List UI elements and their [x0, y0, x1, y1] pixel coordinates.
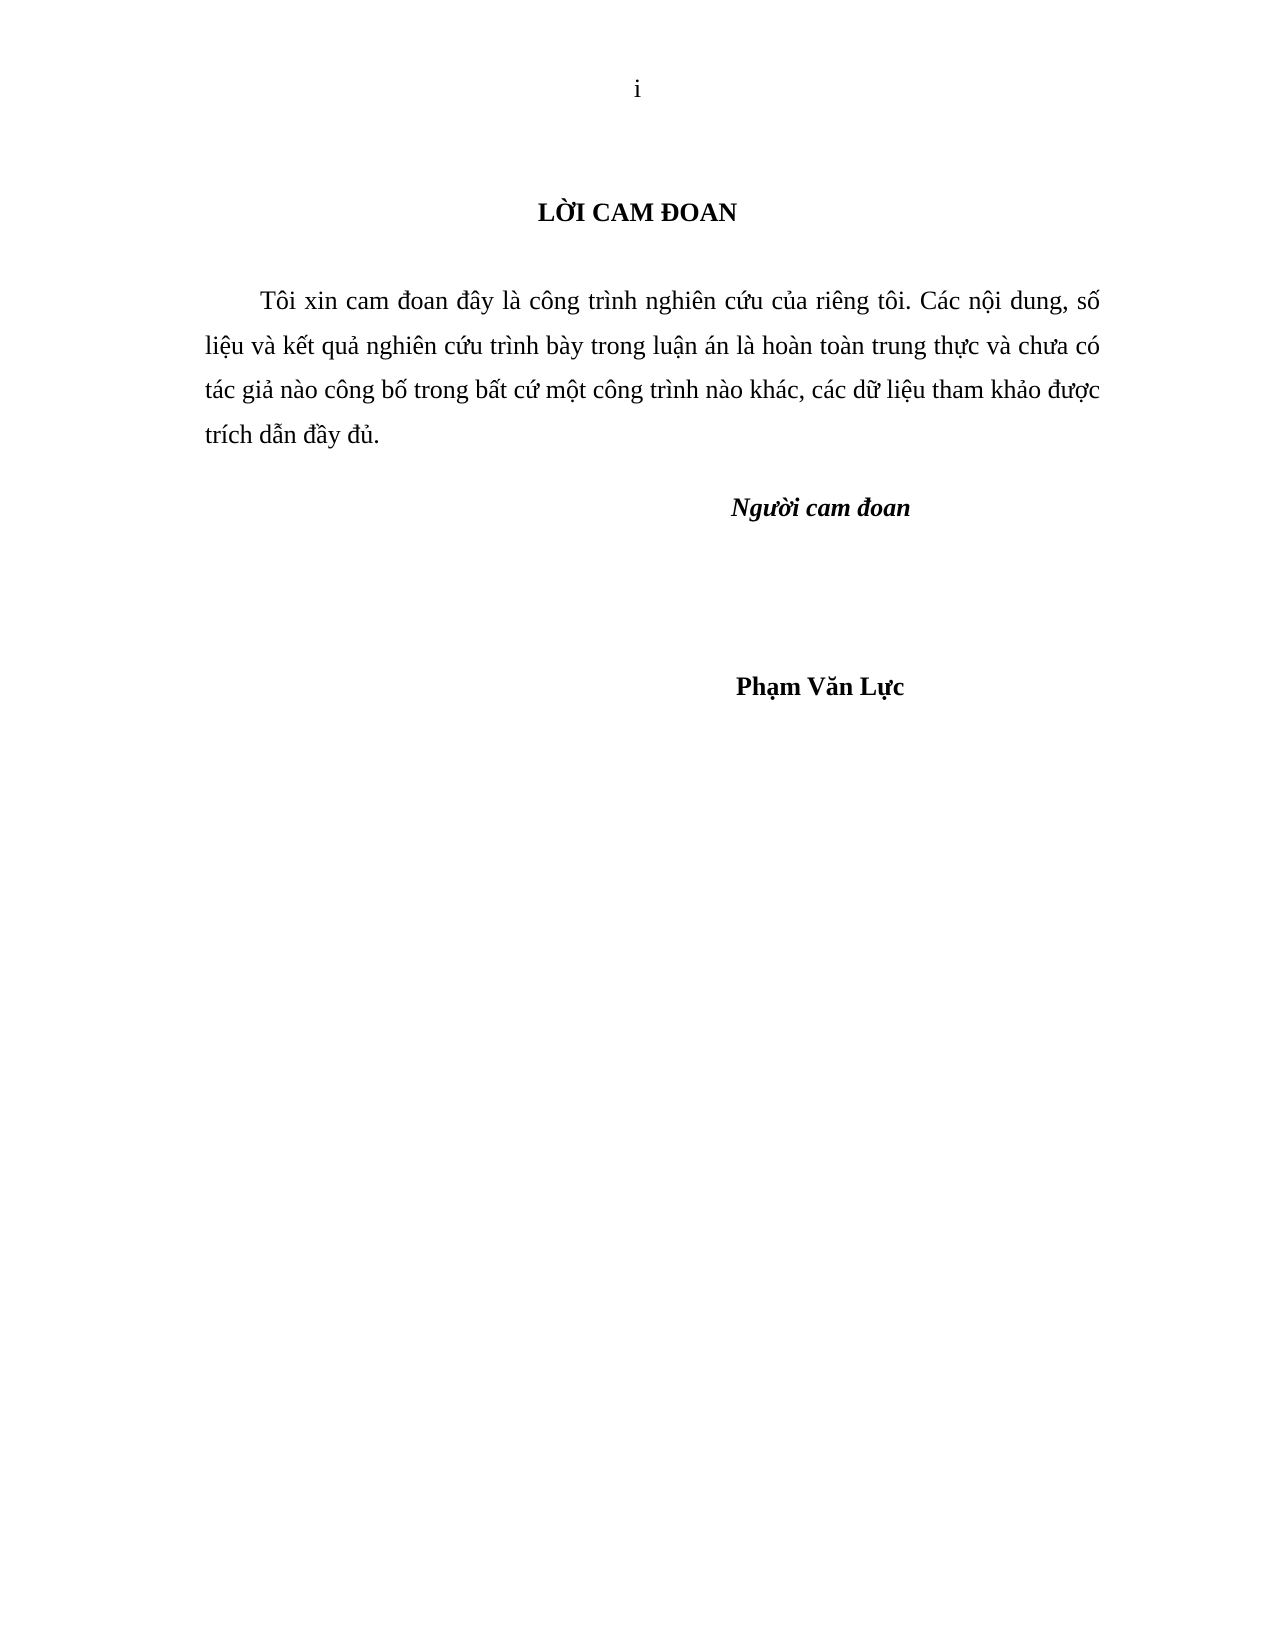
- declaration-paragraph: Tôi xin cam đoan đây là công trình nghiên cứu của riêng tôi. Các nội dung, số liệu và kết quả nghiên cứu trình bày trong luận án là hoàn toàn trung thực và chưa có tác giả nào công bố trong bất cứ một công trình nào khác, các dữ liệu tham khảo được trích dẫn đầy đủ.: [205, 286, 1100, 449]
- page-number: i: [633, 74, 642, 103]
- page-title: LỜI CAM ĐOAN: [537, 198, 738, 227]
- signer-role: Người cam đoan: [731, 493, 911, 522]
- signer-name: Phạm Văn Lực: [736, 672, 905, 701]
